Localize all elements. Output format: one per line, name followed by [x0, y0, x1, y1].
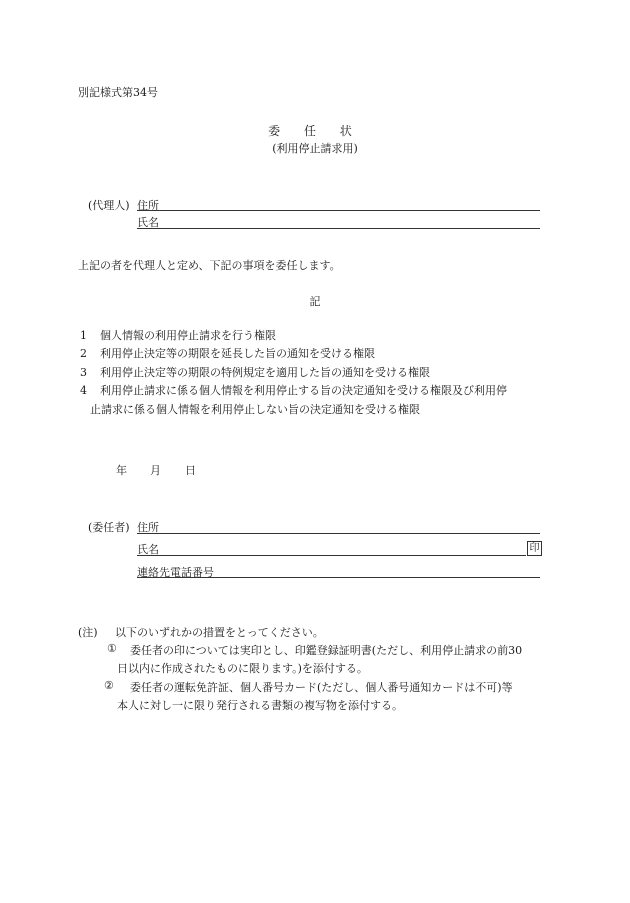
document-title: 委 任 状: [268, 124, 362, 138]
item-text: 個人情報の利用停止請求を行う権限: [100, 329, 276, 342]
date-day-label: 日: [185, 464, 196, 477]
ki-heading: 記: [309, 295, 321, 308]
item-number: 2: [80, 347, 87, 360]
item-number: 1: [80, 329, 87, 342]
form-number: 別記様式第34号: [78, 86, 158, 99]
list-item: [80, 364, 550, 382]
agent-label: (代理人): [88, 199, 130, 212]
principal-phone-label: 連絡先電話番号: [137, 566, 214, 579]
seal-box: 印: [527, 541, 542, 556]
note-2-text: 委任者の運転免許証、個人番号カード(ただし、個人番号通知カードは不可)等: [130, 681, 513, 694]
list-item: [80, 327, 550, 345]
note-1-text: 委任者の印については実印とし、印鑑登録証明書(ただし、利用停止請求の前30: [130, 644, 523, 657]
agent-address-line[interactable]: [137, 210, 540, 211]
note-2-text-continuation: 本人に対し一に限り発行される書類の複写物を添付する。: [117, 699, 403, 712]
note-1-text-continuation: 日以内に作成されたものに限ります。)を添付する。: [117, 662, 368, 675]
list-item: [80, 382, 550, 400]
item-text: 利用停止決定等の期限の特例規定を適用した旨の通知を受ける権限: [100, 366, 430, 379]
principal-address-line[interactable]: [137, 533, 540, 534]
date-month-label: 月: [150, 464, 161, 477]
item-text: 利用停止請求に係る個人情報を利用停止する旨の決定通知を受ける権限及び利用停: [100, 384, 507, 397]
agent-address-label: 住所: [137, 199, 159, 212]
note-2-number: ②: [104, 679, 114, 692]
document-subtitle: (利用停止請求用): [272, 142, 358, 155]
notes-title: (注): [78, 626, 98, 639]
item-text: 利用停止決定等の期限を延長した旨の通知を受ける権限: [100, 347, 375, 360]
item-number: 3: [80, 366, 87, 379]
item-number: 4: [80, 384, 87, 397]
principal-phone-line[interactable]: [137, 577, 540, 578]
note-1-number: ①: [107, 642, 117, 655]
principal-name-label: 氏名: [137, 543, 159, 556]
principal-address-label: 住所: [137, 521, 159, 534]
item-text-continuation: 止請求に係る個人情報を利用停止しない旨の決定通知を受ける権限: [90, 403, 420, 416]
delegation-statement: 上記の者を代理人と定め、下記の事項を委任します。: [78, 259, 341, 272]
notes-intro: 以下のいずれかの措置をとってください。: [115, 626, 324, 639]
agent-name-label: 氏名: [137, 216, 159, 229]
list-item: [80, 345, 550, 363]
principal-label: (委任者): [88, 521, 130, 534]
principal-name-line[interactable]: [137, 555, 526, 556]
agent-name-line[interactable]: [137, 228, 540, 229]
date-year-label: 年: [116, 464, 127, 477]
